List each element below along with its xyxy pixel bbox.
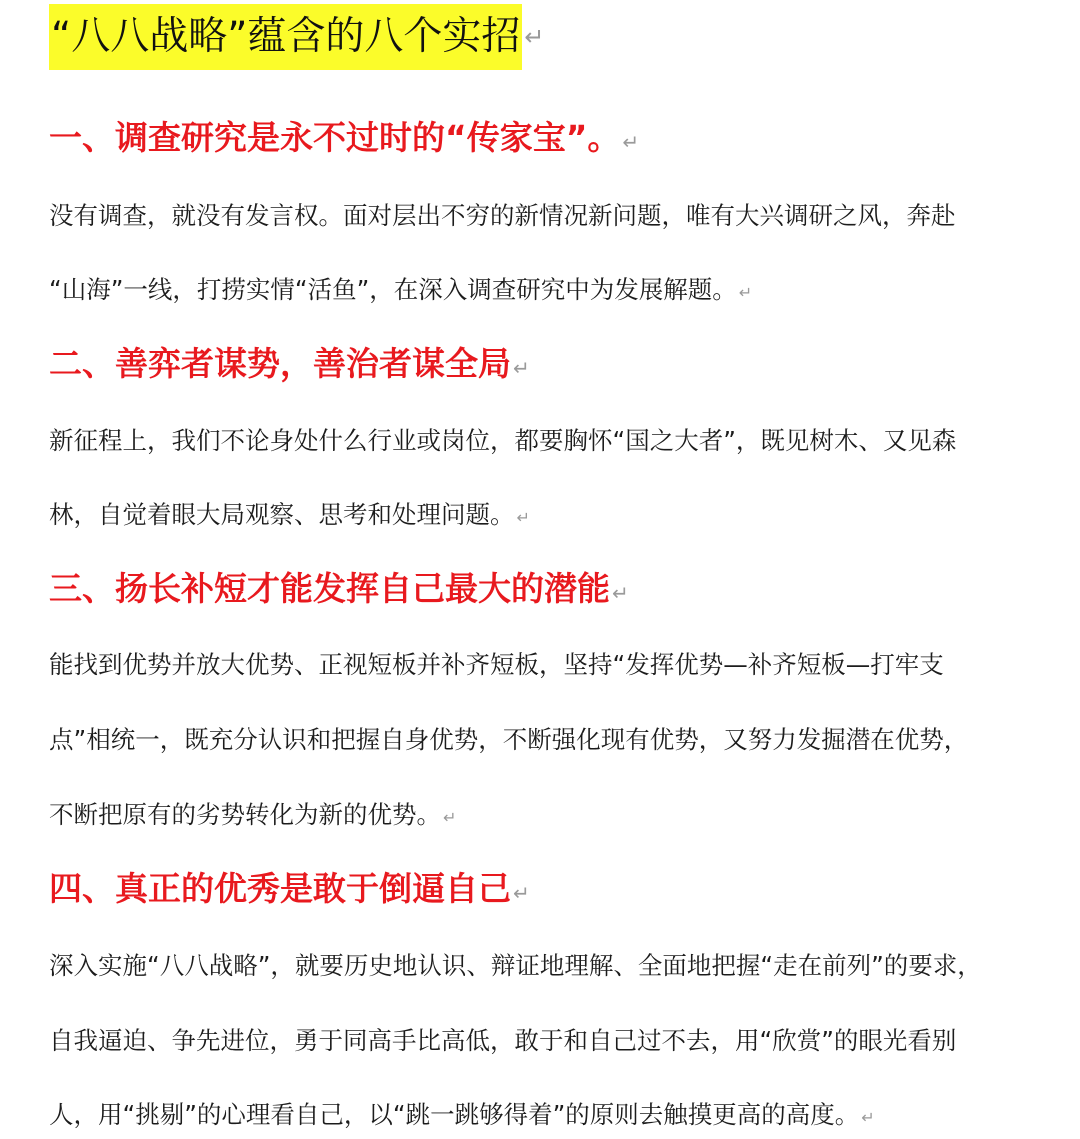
line-text: 自我逼迫、争先进位，勇于同高手比高低，敢于和自己过不去，用“欣赏”的眼光看别 xyxy=(49,1026,957,1055)
paragraph-mark-icon: ↵ xyxy=(513,356,530,380)
paragraph-line xyxy=(49,196,956,236)
paragraph-mark-icon: ↵ xyxy=(861,1108,875,1127)
paragraph-mark-icon: ↵ xyxy=(524,23,545,51)
line-text: 能找到优势并放大优势、正视短板并补齐短板，坚持“发挥优势—补齐短板—打牢支 xyxy=(49,650,944,679)
line-text: 没有调查，就没有发言权。面对层出不穷的新情况新问题，唯有大兴调研之风，奔赴 xyxy=(49,201,956,230)
paragraph-mark-icon: ↵ xyxy=(612,581,629,605)
paragraph-line xyxy=(49,720,968,760)
title-text: “八八战略”蕴含的八个实招 xyxy=(49,4,522,70)
heading-text: 二、善弈者谋势，善治者谋全局 xyxy=(49,344,511,383)
paragraph-mark-icon: ↵ xyxy=(513,881,530,905)
heading-text: 四、真正的优秀是敢于倒逼自己 xyxy=(49,869,511,908)
paragraph-line xyxy=(49,1095,875,1135)
line-text: 点”相统一，既充分认识和把握自身优势，不断强化现有优势，又努力发掘潜在优势， xyxy=(49,725,969,754)
document-title xyxy=(49,4,545,70)
section-heading-3 xyxy=(49,567,629,611)
paragraph-mark-icon: ↵ xyxy=(443,808,457,827)
line-text: 深入实施“八八战略”，就要历史地认识、辩证地理解、全面地把握“走在前列”的要求， xyxy=(49,951,982,980)
heading-text: 一、调查研究是永不过时的“传家宝”。 xyxy=(49,118,621,157)
paragraph-line xyxy=(49,1021,956,1061)
section-heading-4 xyxy=(49,867,530,911)
paragraph-line xyxy=(49,421,956,461)
line-text: “山海”一线，打捞实情“活鱼”，在深入调查研究中为发展解题。 xyxy=(49,275,737,304)
paragraph-line xyxy=(49,795,456,835)
paragraph-line xyxy=(49,946,982,986)
line-text: 人，用“挑剔”的心理看自己，以“跳一跳够得着”的原则去触摸更高的高度。 xyxy=(49,1100,860,1129)
line-text: 新征程上，我们不论身处什么行业或岗位，都要胸怀“国之大者”，既见树木、又见森 xyxy=(49,426,957,455)
section-heading-2 xyxy=(49,342,530,386)
paragraph-line xyxy=(49,270,752,310)
paragraph-mark-icon: ↵ xyxy=(622,130,640,154)
paragraph-line xyxy=(49,645,944,685)
paragraph-mark-icon: ↵ xyxy=(516,508,530,527)
line-text: 不断把原有的劣势转化为新的优势。 xyxy=(49,800,441,829)
paragraph-mark-icon: ↵ xyxy=(738,283,753,302)
heading-text: 三、扬长补短才能发挥自己最大的潜能 xyxy=(49,569,610,608)
paragraph-line xyxy=(49,495,530,535)
section-heading-1 xyxy=(49,116,639,160)
line-text: 林，自觉着眼大局观察、思考和处理问题。 xyxy=(49,500,515,529)
